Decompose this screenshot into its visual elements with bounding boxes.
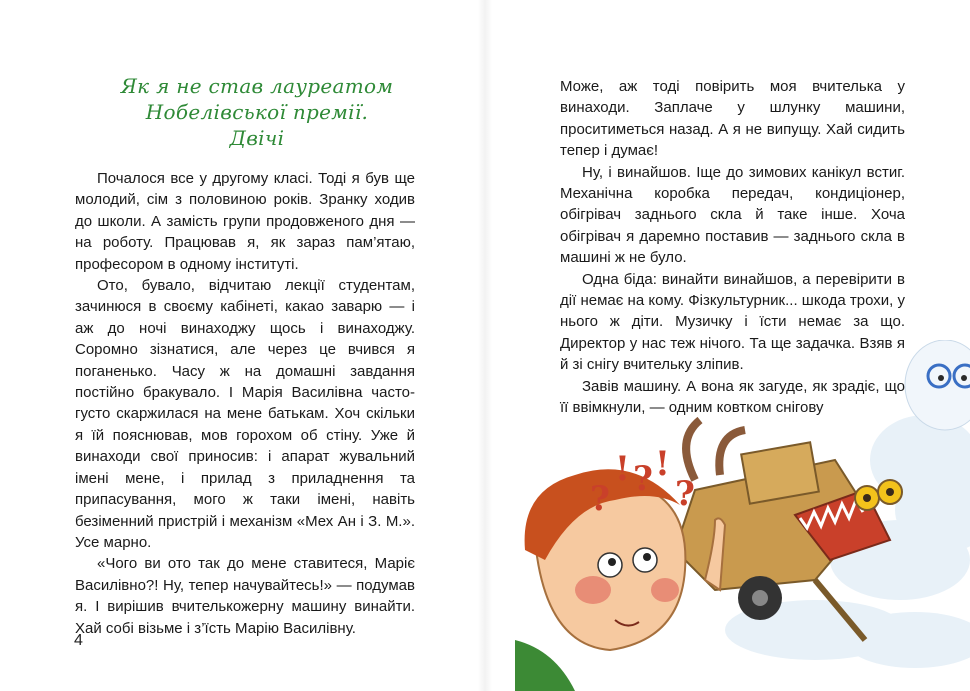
question-mark: ?: [675, 474, 695, 514]
page-number: 4: [74, 632, 83, 649]
exclamation-mark: !: [615, 449, 630, 489]
book-gutter: [478, 0, 492, 691]
question-mark: ?: [633, 459, 653, 499]
left-page-text: [75, 168, 415, 639]
exclamation-mark: !: [655, 444, 670, 484]
paragraph: Одна біда: винайти винайшов, а перевірити в дії немає на кому. Фізкультурник... шкода трохи, у нього ж діти. Музичку і їсти немає за що. Директор у нас теж нічого. Та ще задачка. Взяв я й зі снігу вчительку зліпив.: [560, 270, 905, 374]
chapter-title-line-2: Нобелівської премії.: [145, 100, 369, 124]
question-mark: ?: [590, 479, 610, 519]
paragraph: Ото, бувало, відчитаю лекції студентам, зачинюся в своєму кабінеті, какао заварю — і аж до ночі винаходжу щось і винаходжу. Соромно зізнатися, але через це вчився я поганенько. Часу ж на домашні завдання постійно бракувало. І Марія Василівна часто-густо скаржилася на мене батькам. Хоч скільки я їй пояснював, мов горохом об стіну. Уже й винаходи свої приносив: і апарат жувальний імені мене, і прилад з приладнення та припасування, мого ж таки імені, навіть безіменний пристрій і механізм «Мех Ан і З. М.». Усе марно.: [75, 277, 415, 551]
chapter-title-line-1: Як я не став лауреатом: [120, 74, 394, 98]
chapter-title: [98, 73, 416, 151]
paragraph: Може, аж тоді повірить моя вчителька у винаходи. Заплаче у шлунку машини, проситиметься назад. А я не випущу. Хай сидить тепер і думає!: [560, 78, 905, 160]
paragraph: Почалося все у другому класі. Тоді я був ще молодий, сім з половиною років. Зранку ходив до школи. А замість групи продовженого дня — на роботу. Працював я, як зараз пам’ятаю, професором в одному інституті.: [75, 170, 415, 273]
paragraph: «Чого ви ото так до мене ставитеся, Маріє Василівно?! Ну, тепер начувайтесь!» — подумав я. І вирішив вчителькожерну машину винайти. Хай собі візьме і з’їсть Марію Василівну.: [75, 555, 415, 637]
paragraph: Завів машину. А вона як загуде, як зрадіє, що її ввімкнули, — одним ковтком снігову: [560, 377, 905, 417]
illustration-boy-and-machine: [515, 340, 970, 691]
chapter-title-line-3: Двічі: [229, 126, 285, 150]
paragraph: Ну, і винайшов. Іще до зимових канікул встиг. Механічна коробка передач, кондиціонер, обігрівач заднього скла й таке інше. Хоча обігрівач я даремно поставив — заднього скла в машині ж не було.: [560, 163, 905, 267]
